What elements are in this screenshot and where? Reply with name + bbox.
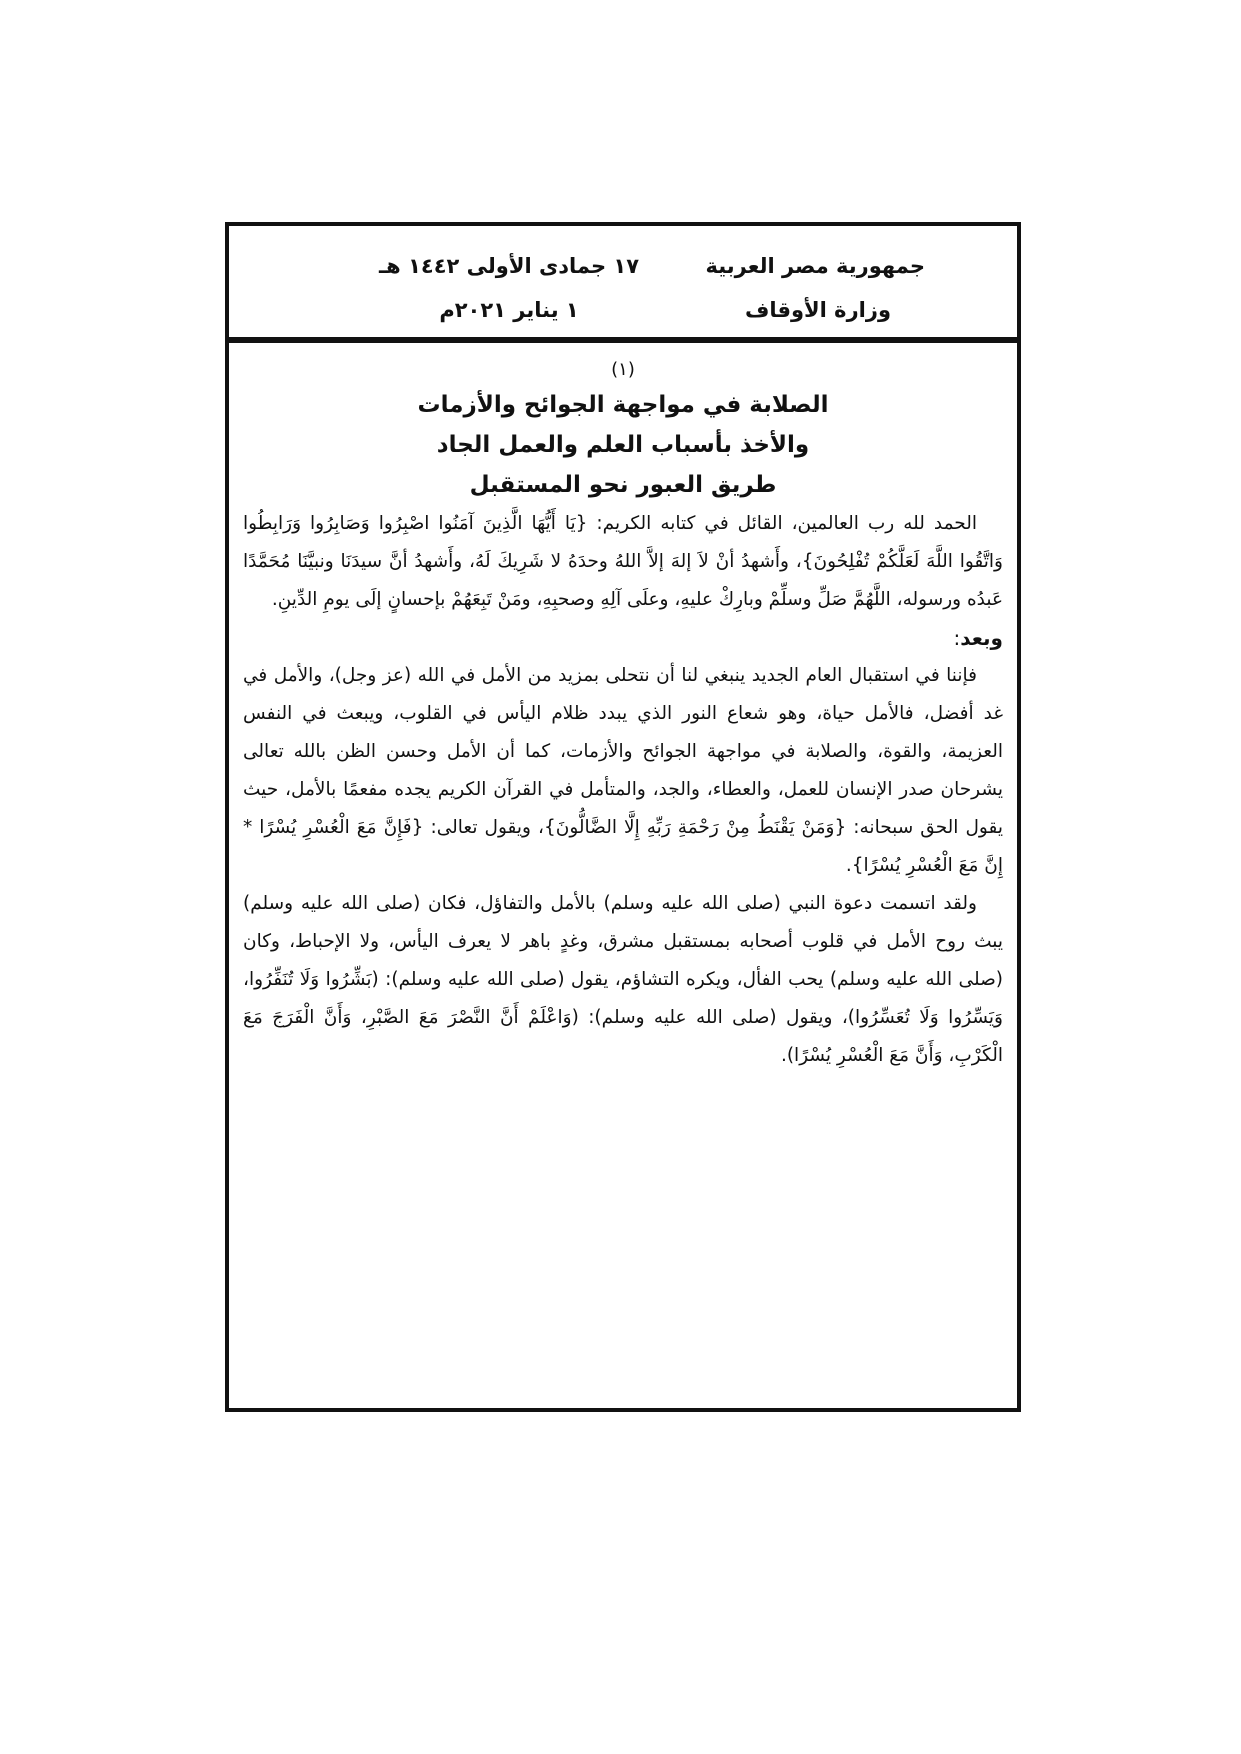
document-frame [225,222,1021,1412]
wabaad-colon: : [953,626,961,650]
title-line-2: والأخذ بأسباب العلم والعمل الجاد [436,432,810,458]
country-name: جمهورية مصر العربية [705,254,925,278]
wabaad-word: وبعد [960,626,1003,650]
document-header [229,226,1017,340]
hijri-date: ١٧ جمادى الأولى ١٤٤٢ هـ [379,254,640,278]
title-line-3: طريق العبور نحو المستقبل [469,472,777,498]
intro-paragraph: الحمد لله رب العالمين، القائل في كتابه الكريم: {يَا أَيُّهَا الَّذِينَ آمَنُوا اصْبِرُوا وَصَابِرُوا وَرَابِطُوا وَاتَّقُوا اللَّهَ لَعَلَّكُمْ تُفْلِحُونَ}، وأَشهدُ أنْ لاَ إلهَ إلاَّ اللهُ وحدَهُ لا شَرِيكَ لَهُ، وأَشهدُ أنَّ سيدَنَا ونبيَّنَا مُحَمَّدًا عَبدُه ورسوله، اللَّهُمَّ صَلِّ وسلِّمْ وبارِكْ عليهِ، وعلَى آلِهِ وصحبِهِ، ومَنْ تَبِعَهُمْ بإحسانٍ إلَى يومِ الدِّينِ. [243,513,1003,610]
issuer-block [705,244,925,332]
title-line-1: الصلابة في مواجهة الجوائح والأزمات [417,392,829,418]
body-paragraph-1: فإننا في استقبال العام الجديد ينبغي لنا أن نتحلى بمزيد من الأمل في الله (عز وجل)، والأمل في غد أفضل، فالأمل حياة، وهو شعاع النور الذي يبدد ظلام اليأس في القلوب، ويبعث في النفس العزيمة، والقوة، والصلابة في مواجهة الجوائح والأزمات، كما أن الأمل وحسن الظن بالله تعالى يشرحان صدر الإنسان للعمل، والعطاء، والجد، والمتأمل في القرآن الكريم يجده مفعمًا بالأمل، حيث يقول الحق سبحانه: {وَمَنْ يَقْنَطُ مِنْ رَحْمَةِ رَبِّهِ إِلَّا الضَّالُّونَ}، ويقول تعالى: {فَإِنَّ مَعَ الْعُسْرِ يُسْرًا * إِنَّ مَعَ الْعُسْرِ يُسْرًا}. [243,665,1003,876]
ministry-name: وزارة الأوقاف [744,298,891,322]
body-paragraph-2: ولقد اتسمت دعوة النبي (صلى الله عليه وسلم) بالأمل والتفاؤل، فكان (صلى الله عليه وسلم) يبث روح الأمل في قلوب أصحابه بمستقبل مشرق، وغدٍ باهر لا يعرف اليأس، ولا الإحباط، وكان (صلى الله عليه وسلم) يحب الفأل، ويكره التشاؤم، يقول (صلى الله عليه وسلم): (بَشِّرُوا وَلَا تُنَفِّرُوا، وَيَسِّرُوا وَلَا تُعَسِّرُوا)، ويقول (صلى الله عليه وسلم): (وَاعْلَمْ أَنَّ النَّصْرَ مَعَ الصَّبْرِ، وَأَنَّ الْفَرَجَ مَعَ الْكَرْبِ، وَأَنَّ مَعَ الْعُسْرِ يُسْرًا). [243,893,1003,1066]
gregorian-date: ١ يناير ٢٠٢١م [439,298,579,322]
document-body [229,340,1017,1412]
page-number: (١) [611,359,635,380]
date-block [379,244,639,332]
wabaad-heading [243,619,1003,657]
